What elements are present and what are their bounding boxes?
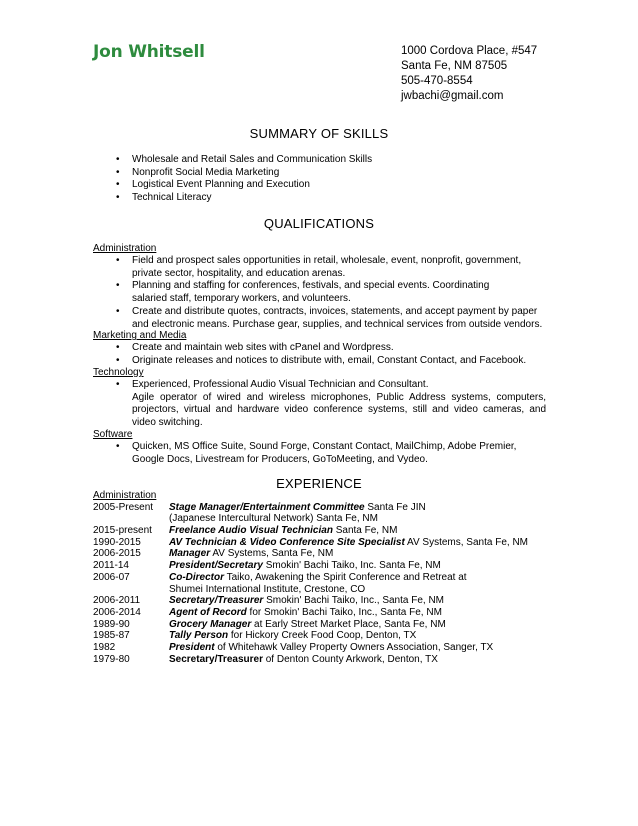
experience-role: Manager xyxy=(169,548,211,560)
experience-description xyxy=(169,607,442,619)
experience-description xyxy=(169,525,397,537)
administration-list xyxy=(116,255,546,331)
technology-list xyxy=(116,379,546,430)
software-list xyxy=(116,441,546,466)
experience-date: 2015-present xyxy=(93,525,152,537)
experience-organization: AV Systems, Santa Fe, NM xyxy=(404,536,529,548)
summary-title: SUMMARY OF SKILLS xyxy=(249,126,389,141)
experience-role: Co-Director xyxy=(169,571,225,583)
experience-description xyxy=(169,595,444,607)
experience-description xyxy=(169,642,493,654)
address-line-2: Santa Fe, NM 87505 xyxy=(401,60,508,72)
experience-continuation: Shumei International Institute, Crestone, CO xyxy=(169,583,366,595)
list-item: • Technical Literacy xyxy=(116,192,546,205)
address-line-1: 1000 Cordova Place, #547 xyxy=(401,45,538,57)
experience-description xyxy=(169,619,446,631)
experience-role: President xyxy=(169,641,215,653)
experience-date: 2006-2014 xyxy=(93,606,141,618)
experience-organization: for Hickory Creek Food Coop, Denton, TX xyxy=(228,630,417,642)
experience-description xyxy=(169,630,416,642)
experience-continuation: (Japanese Intercultural Network) Santa Fe, NM xyxy=(169,513,378,525)
marketing-list xyxy=(116,342,546,367)
experience-organization: Santa Fe JIN xyxy=(364,501,426,513)
summary-list xyxy=(116,154,546,205)
applicant-name: Jon Whitsell xyxy=(93,42,205,62)
list-item: • Planning and staffing for conferences, festivals, and special events. Coordinating salaried staff, temporary workers, and volunteers. xyxy=(116,280,546,305)
list-item: • Originate releases and notices to distribute with, email, Constant Contact, and Facebook. xyxy=(116,355,546,368)
experience-description xyxy=(169,548,333,560)
experience-description xyxy=(169,537,528,549)
marketing-heading: Marketing and Media xyxy=(93,330,187,341)
experience-role: AV Technician & Video Conference Site Specialist xyxy=(169,536,405,548)
experience-heading: Administration xyxy=(93,490,157,501)
experience-description xyxy=(169,654,438,666)
experience-organization: of Whitehawk Valley Property Owners Association, Sanger, TX xyxy=(214,641,494,653)
experience-role: Tally Person xyxy=(169,630,229,642)
experience-organization: for Smokin' Bachi Taiko, Inc., Santa Fe, NM xyxy=(246,606,442,618)
experience-organization: Taiko, Awakening the Spirit Conference and Retreat at xyxy=(224,571,467,583)
experience-role: Agent of Record xyxy=(169,606,247,618)
experience-date: 1990-2015 xyxy=(93,536,141,548)
experience-date: 2006-2011 xyxy=(93,595,141,607)
list-item: • Nonprofit Social Media Marketing xyxy=(116,167,546,180)
experience-description xyxy=(169,572,467,584)
list-item: • Create and distribute quotes, contracts, invoices, statements, and accept payment by paper and electronic means. Purchase gear, supplies, and technical services from outside vendors. xyxy=(116,306,546,331)
experience-organization: Smokin' Bachi Taiko, Inc., Santa Fe, NM xyxy=(263,595,445,607)
list-item: • Quicken, MS Office Suite, Sound Forge, Constant Contact, MailChimp, Adobe Premier, Google Docs, Livestream for Producers, GoToMeeting, and Vydeo. xyxy=(116,441,546,466)
experience-date: 1982 xyxy=(93,641,116,653)
qualifications-title: QUALIFICATIONS xyxy=(263,216,375,231)
experience-date: 2005-Present xyxy=(93,501,154,513)
experience-organization: AV Systems, Santa Fe, NM xyxy=(210,548,334,560)
experience-title: EXPERIENCE xyxy=(276,476,362,491)
list-item: • Logistical Event Planning and Execution xyxy=(116,179,546,192)
experience-date: 1989-90 xyxy=(93,618,130,630)
list-item: • Field and prospect sales opportunities in retail, wholesale, event, nonprofit, government, private sector, hospitality, and education arenas. xyxy=(116,255,546,280)
technology-heading: Technology xyxy=(93,367,144,378)
experience-organization: at Early Street Market Place, Santa Fe, NM xyxy=(251,618,446,630)
experience-date: 1985-87 xyxy=(93,630,130,642)
experience-description xyxy=(169,560,441,572)
experience-date: 2006-2015 xyxy=(93,548,141,560)
list-item: • Create and maintain web sites with cPanel and Wordpress. xyxy=(116,342,546,355)
phone-number: 505-470-8554 xyxy=(401,75,473,87)
software-heading: Software xyxy=(93,429,133,440)
experience-organization: of Denton County Arkwork, Denton, TX xyxy=(262,653,438,665)
experience-role: Grocery Manager xyxy=(169,618,252,630)
experience-date: 1979-80 xyxy=(93,653,130,665)
experience-role: President/Secretary xyxy=(169,560,263,572)
list-item: • Wholesale and Retail Sales and Communication Skills xyxy=(116,154,546,167)
experience-organization: Smokin' Bachi Taiko, Inc. Santa Fe, NM xyxy=(262,560,441,572)
experience-organization: Santa Fe, NM xyxy=(332,525,398,537)
experience-date: 2011-14 xyxy=(93,560,129,572)
email-address: jwbachi@gmail.com xyxy=(401,90,504,102)
experience-role: Stage Manager/Entertainment Committee xyxy=(169,501,365,513)
experience-date: 2006-07 xyxy=(93,571,130,583)
experience-role: Freelance Audio Visual Technician xyxy=(169,525,333,537)
experience-role: Secretary/Treasurer xyxy=(169,653,263,665)
contact-block xyxy=(401,44,537,104)
administration-heading: Administration xyxy=(93,243,157,254)
experience-description xyxy=(169,502,426,514)
list-item: • Experienced, Professional Audio Visual Technician and Consultant. Agile operator of wired and wireless microphones, Public Address systems, computers, projectors, virtual and hardware video conference systems, still and video cameras, and video switching. xyxy=(116,379,546,430)
experience-role: Secretary/Treasurer xyxy=(169,595,264,607)
